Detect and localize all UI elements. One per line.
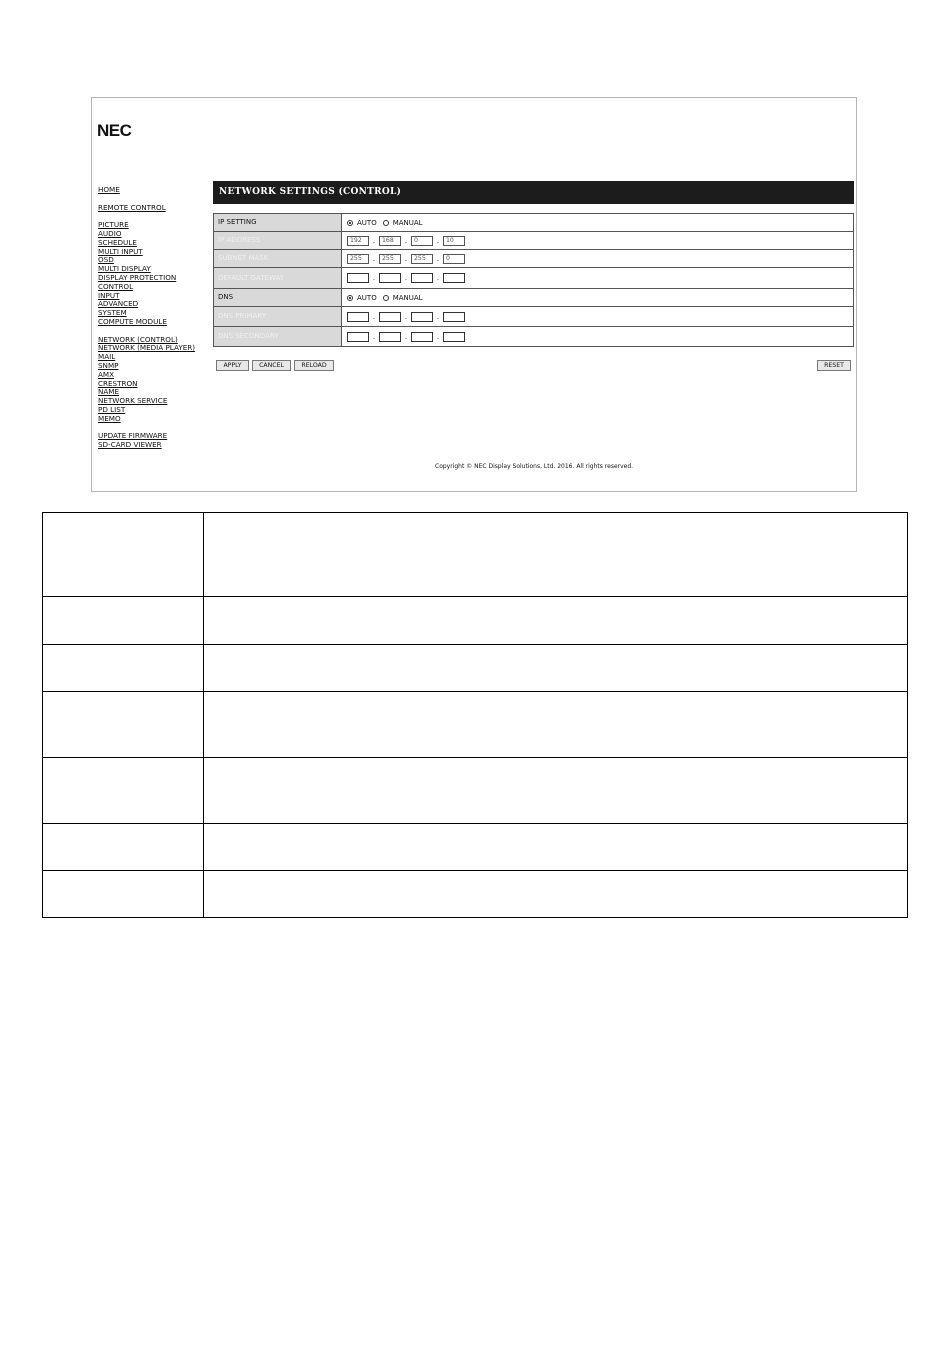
nec-logo: NEC	[97, 121, 132, 140]
sidebar-item-network-media-player[interactable]: NETWORK (MEDIA PLAYER)	[98, 343, 196, 353]
dns-manual-radio[interactable]	[383, 295, 389, 301]
sidebar-nav	[98, 186, 210, 450]
subnet-mask-label: SUBNET MASK	[214, 250, 342, 267]
ip-address-row	[214, 232, 853, 250]
octet-separator: .	[404, 332, 408, 341]
sidebar-item-schedule[interactable]: SCHEDULE	[98, 237, 137, 247]
octet-separator: .	[372, 332, 376, 341]
sidebar-item-name[interactable]: NAME	[98, 387, 120, 397]
table-cell	[43, 692, 204, 758]
dns-secondary-row	[214, 327, 853, 346]
table-cell	[204, 871, 908, 918]
reset-button[interactable]: RESET	[817, 360, 851, 371]
dns-secondary-octet-4-input[interactable]	[443, 332, 465, 342]
network-settings-form	[213, 213, 854, 347]
dns-primary-octet-3-input[interactable]	[411, 312, 433, 322]
dns-secondary-octet-3-input[interactable]	[411, 332, 433, 342]
ip-auto-radio[interactable]	[347, 220, 353, 226]
table-cell	[43, 513, 204, 597]
sidebar-item-network-service[interactable]: NETWORK SERVICE	[98, 396, 168, 406]
sidebar-item-audio[interactable]: AUDIO	[98, 228, 122, 238]
table-row	[43, 758, 908, 824]
sidebar-item-mail[interactable]: MAIL	[98, 352, 116, 362]
table-cell	[43, 645, 204, 692]
sidebar-item-remote-control[interactable]: REMOTE CONTROL	[98, 202, 166, 212]
octet-separator: .	[436, 236, 440, 245]
default-gateway-label: DEFAULT GATEWAY	[214, 268, 342, 288]
sidebar-item-pd-list[interactable]: PD LIST	[98, 404, 126, 414]
dns-auto-radio[interactable]	[347, 295, 353, 301]
sidebar-item-input[interactable]: INPUT	[98, 290, 120, 300]
ip-auto-label: AUTO	[357, 218, 377, 227]
sidebar-item-crestron[interactable]: CRESTRON	[98, 378, 138, 388]
sidebar-item-control[interactable]: CONTROL	[98, 281, 134, 291]
sidebar-item-snmp[interactable]: SNMP	[98, 360, 119, 370]
sidebar-item-memo[interactable]: MEMO	[98, 413, 121, 423]
octet-separator: .	[372, 312, 376, 321]
ip-address-octet-2-input[interactable]: 168	[379, 236, 401, 246]
apply-button[interactable]: APPLY	[216, 360, 249, 371]
ip-manual-radio[interactable]	[383, 220, 389, 226]
subnet-mask-octet-1-input[interactable]: 255	[347, 254, 369, 264]
web-ui-screenshot	[91, 97, 857, 492]
sidebar-item-picture[interactable]: PICTURE	[98, 220, 129, 230]
dns-primary-label: DNS PRIMARY	[214, 307, 342, 326]
dns-label: DNS	[214, 289, 342, 306]
ip-manual-label: MANUAL	[392, 218, 423, 227]
octet-separator: .	[404, 274, 408, 282]
default-gateway-octet-3-input[interactable]	[411, 273, 433, 283]
sidebar-item-compute-module[interactable]: COMPUTE MODULE	[98, 316, 167, 326]
table-cell	[43, 758, 204, 824]
dns-primary-octet-2-input[interactable]	[379, 312, 401, 322]
table-cell	[204, 758, 908, 824]
table-row	[43, 645, 908, 692]
sidebar-item-network-control[interactable]: NETWORK (CONTROL)	[98, 334, 178, 344]
ip-address-octet-1-input[interactable]: 192	[347, 236, 369, 246]
default-gateway-octet-1-input[interactable]	[347, 273, 369, 283]
dns-row	[214, 289, 853, 307]
dns-manual-label: MANUAL	[392, 293, 423, 302]
sidebar-item-amx[interactable]: AMX	[98, 369, 115, 379]
subnet-mask-row	[214, 250, 853, 268]
subnet-mask-octet-4-input[interactable]: 0	[443, 254, 465, 264]
octet-separator: .	[436, 312, 440, 321]
sidebar-item-home[interactable]: HOME	[98, 185, 120, 194]
table-cell	[204, 513, 908, 597]
octet-separator: .	[372, 254, 376, 263]
dns-secondary-label: DNS SECONDARY	[214, 327, 342, 346]
sidebar-item-display-protection[interactable]: DISPLAY PROTECTION	[98, 272, 177, 282]
table-row	[43, 824, 908, 871]
table-cell	[204, 597, 908, 645]
sidebar-item-update-firmware[interactable]: UPDATE FIRMWARE	[98, 431, 168, 441]
sidebar-item-multi-display[interactable]: MULTI DISPLAY	[98, 264, 151, 274]
table-cell	[43, 824, 204, 871]
ip-setting-row	[214, 214, 853, 232]
ip-address-octet-3-input[interactable]: 0	[411, 236, 433, 246]
octet-separator: .	[372, 236, 376, 245]
default-gateway-row	[214, 268, 853, 289]
ip-address-octet-4-input[interactable]: 10	[443, 236, 465, 246]
description-table	[42, 512, 908, 918]
table-row	[43, 597, 908, 645]
octet-separator: .	[404, 236, 408, 245]
sidebar-item-sd-card-viewer[interactable]: SD-CARD VIEWER	[98, 440, 162, 450]
ip-setting-label: IP SETTING	[214, 214, 342, 231]
ip-address-label: IP ADDRESS	[214, 232, 342, 249]
default-gateway-octet-2-input[interactable]	[379, 273, 401, 283]
octet-separator: .	[436, 332, 440, 341]
table-cell	[204, 692, 908, 758]
octet-separator: .	[404, 254, 408, 263]
default-gateway-octet-4-input[interactable]	[443, 273, 465, 283]
dns-secondary-octet-1-input[interactable]	[347, 332, 369, 342]
table-cell	[43, 871, 204, 918]
page-title: NETWORK SETTINGS (CONTROL)	[213, 181, 854, 204]
table-row	[43, 871, 908, 918]
sidebar-item-system[interactable]: SYSTEM	[98, 308, 127, 318]
sidebar-item-advanced[interactable]: ADVANCED	[98, 299, 139, 309]
sidebar-item-osd[interactable]: OSD	[98, 255, 114, 265]
dns-secondary-octet-2-input[interactable]	[379, 332, 401, 342]
dns-primary-row	[214, 307, 853, 327]
octet-separator: .	[436, 254, 440, 263]
dns-auto-label: AUTO	[357, 293, 377, 302]
dns-primary-octet-1-input[interactable]	[347, 312, 369, 322]
table-row	[43, 513, 908, 597]
cancel-button[interactable]: CANCEL	[252, 360, 291, 371]
table-cell	[43, 597, 204, 645]
sidebar-item-multi-input[interactable]: MULTI INPUT	[98, 246, 143, 256]
reload-button[interactable]: RELOAD	[294, 360, 334, 371]
table-cell	[204, 645, 908, 692]
dns-primary-octet-4-input[interactable]	[443, 312, 465, 322]
octet-separator: .	[372, 274, 376, 282]
subnet-mask-octet-2-input[interactable]: 255	[379, 254, 401, 264]
octet-separator: .	[404, 312, 408, 321]
table-row	[43, 692, 908, 758]
octet-separator: .	[436, 274, 440, 282]
copyright-text: Copyright © NEC Display Solutions, Ltd. 2016. All rights reserved.	[435, 463, 634, 470]
table-cell	[204, 824, 908, 871]
subnet-mask-octet-3-input[interactable]: 255	[411, 254, 433, 264]
